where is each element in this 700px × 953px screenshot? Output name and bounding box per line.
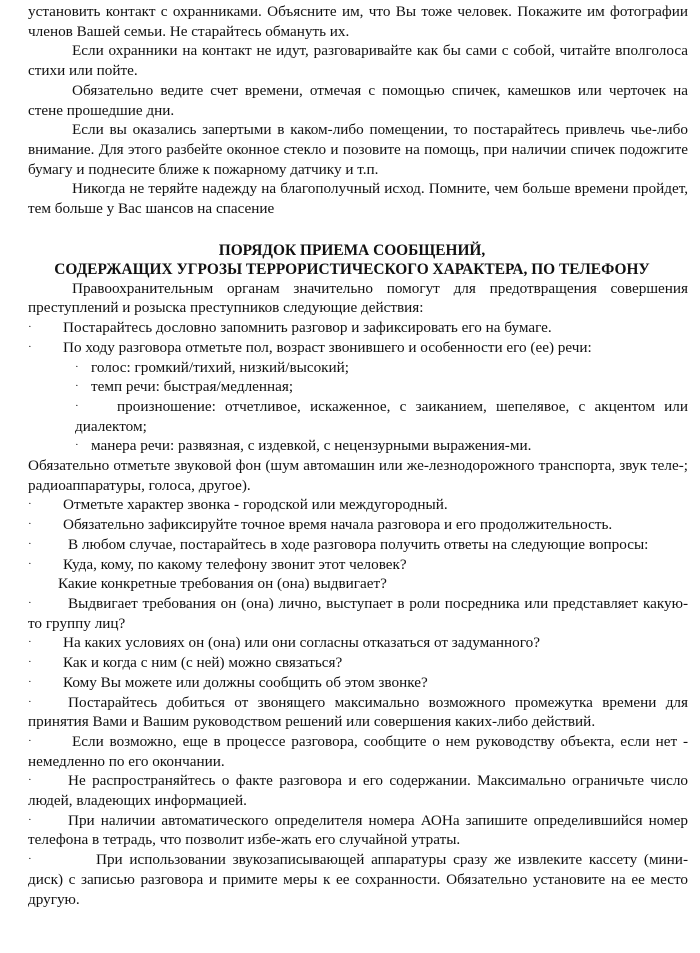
bullet-icon: · <box>75 399 79 412</box>
bullet-icon: · <box>28 853 32 866</box>
intro-paragraph: Если охранники на контакт не идут, разговаривайте как бы сами с собой, читайте вполголоса стихи или пойте. <box>28 42 688 80</box>
list-item-question-report: · Кому Вы можете или должны сообщить об этом звонке? <box>28 673 428 691</box>
bullet-icon: · <box>28 596 32 609</box>
intro-paragraph: Обязательно ведите счет времени, отмечая с помощью спичек, камешков или черточек на стене прошедшие дни. <box>28 81 688 119</box>
list-item-aon: · При наличии автоматического определителя номера АОНа запишите определившийся номер телефона в тетрадь, что позволит избе-жать его случайной утраты. <box>28 811 688 849</box>
list-item-manner: · манера речи: развязная, с издевкой, с нецензурными выражения-ми. <box>75 437 532 455</box>
list-item-remember: · Постарайтесь дословно запомнить разговор и зафиксировать его на бумаге. <box>28 319 552 337</box>
list-item-tempo: · темп речи: быстрая/медленная; <box>75 378 294 396</box>
list-item-call-type: · Отметьте характер звонка - городской или междугородный. <box>28 496 448 514</box>
list-item-note-features: · По ходу разговора отметьте пол, возраст звонившего и особенности его (ее) речи: <box>28 338 592 356</box>
section-title-line-2: СОДЕРЖАЩИХ УГРОЗЫ ТЕРРОРИСТИЧЕСКОГО ХАРАКТЕРА, ПО ТЕЛЕФОНУ <box>54 260 650 278</box>
bullet-icon: · <box>28 321 32 334</box>
list-item-question-demands: Какие конкретные требования он (она) выдвигает? <box>58 575 387 593</box>
list-item-pronunciation: · произношение: отчетливое, искаженное, с заиканием, шепелявое, с акцентом или диалектом; <box>75 397 688 435</box>
list-item-question-conditions: · На каких условиях он (она) или они согласны отказаться от задуманного? <box>28 634 540 652</box>
bullet-icon: · <box>28 734 32 747</box>
section-spacer <box>28 219 688 241</box>
bullet-icon: · <box>28 695 32 708</box>
bullet-icon: · <box>28 557 32 570</box>
list-item-time-gap: · Постарайтесь добиться от звонящего максимально возможного промежутка времени для принятия Вами и Вашим руководством решений или совершения каких-либо действий. <box>28 693 688 731</box>
bullet-icon: · <box>28 656 32 669</box>
bullet-icon: · <box>28 636 32 649</box>
background-note: Обязательно отметьте звуковой фон (шум автомашин или же-лезнодорожного транспорта, звук теле-; радиоаппаратуры, голоса, другое). <box>28 457 688 494</box>
list-item-question-personally: · Выдвигает требования он (она) лично, выступает в роли посредника или представляет какую-то группу лиц? <box>28 594 688 632</box>
list-item-question-contact: · Как и когда с ним (с ней) можно связаться? <box>28 654 343 672</box>
list-item-answers: · В любом случае, постарайтесь в ходе разговора получить ответы на следующие вопросы: <box>28 535 649 553</box>
section-title-line-1: ПОРЯДОК ПРИЕМА СООБЩЕНИЙ, <box>218 241 486 259</box>
list-item-voice: · голос: громкий/тихий, низкий/высокий; <box>75 358 350 376</box>
bullet-icon: · <box>28 340 32 353</box>
bullet-icon: · <box>75 439 79 452</box>
list-item-time: · Обязательно зафиксируйте точное время начала разговора и его продолжительность. <box>28 516 613 534</box>
bullet-icon: · <box>75 380 79 393</box>
intro-paragraph: Если вы оказались запертыми в каком-либо помещении, то постарайтесь привлечь чье-либо внимание. Для этого разбейте оконное стекло и позовите на помощь, при наличии спичек подожгите бумагу и поднесите ближе к пожарному датчику и т.п. <box>28 121 688 178</box>
bullet-icon: · <box>28 537 32 550</box>
section-lead: Правоохранительным органам значительно помогут для предотвращения совершения преступлений и розыска преступников следующие действия: <box>28 279 688 317</box>
bullet-icon: · <box>28 675 32 688</box>
bullet-icon: · <box>28 813 32 826</box>
intro-paragraph: Никогда не теряйте надежду на благополучный исход. Помните, чем больше времени пройдет, тем больше у Вас шансов на спасение <box>28 180 688 218</box>
bullet-icon: · <box>75 360 79 373</box>
list-item-inform: · Если возможно, еще в процессе разговора, сообщите о нем руководству объекта, если нет - немедленно по его окончании. <box>28 732 688 770</box>
list-item-no-spread: · Не распространяйтесь о факте разговора и его содержании. Максимально ограничьте число людей, владеющих информацией. <box>28 772 688 810</box>
bullet-icon: · <box>28 774 32 787</box>
bullet-icon: · <box>28 518 32 531</box>
intro-paragraph: установить контакт с охранниками. Объясните им, что Вы тоже человек. Покажите им фотографии членов Вашей семьи. Не старайтесь обмануть их. <box>28 3 688 40</box>
bullet-icon: · <box>28 498 32 511</box>
list-item-recorder: · При использовании звукозаписывающей аппаратуры сразу же извлеките кассету (мини-диск) с записью разговора и примите меры к ее сохранности. Обязательно установите на ее место другую. <box>28 851 688 908</box>
list-item-question-where: · Куда, кому, по какому телефону звонит этот человек? <box>28 555 407 573</box>
